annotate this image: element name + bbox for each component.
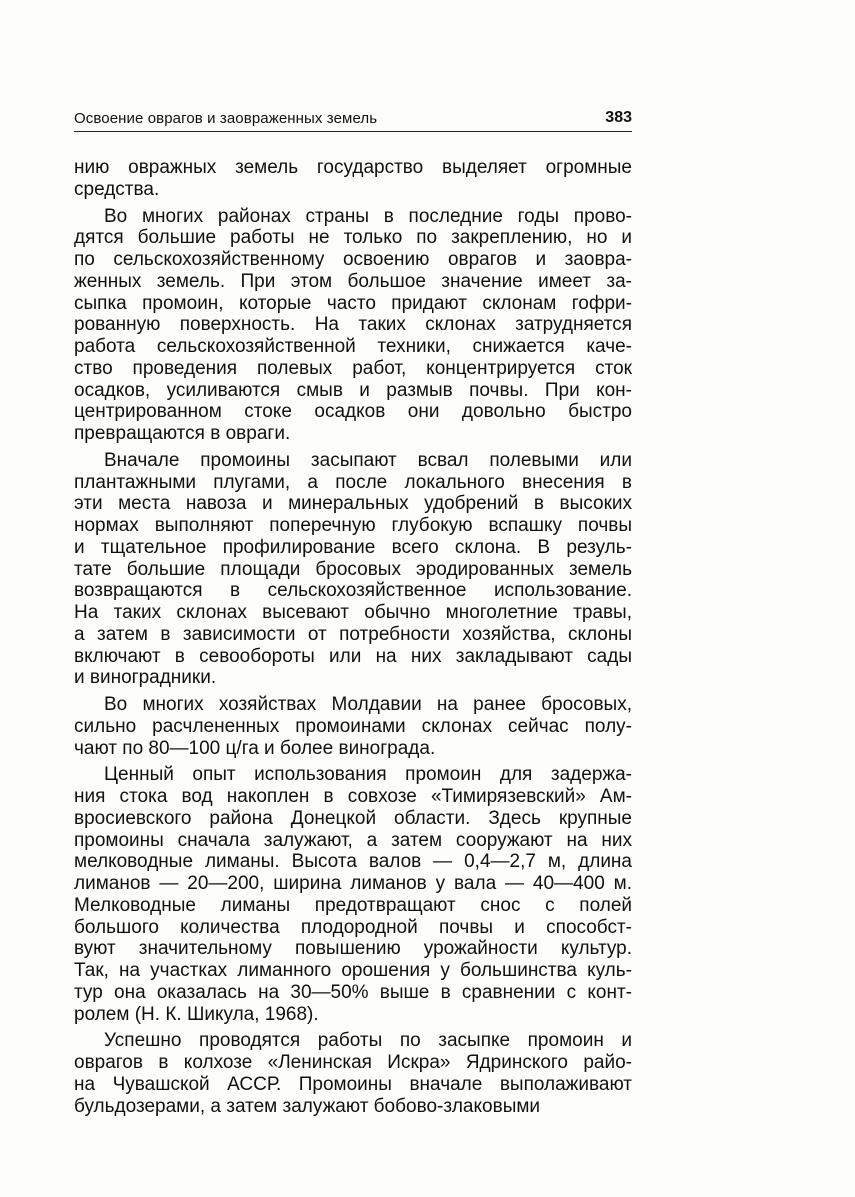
text-line: осадков, усиливаются смыв и размыв почвы. При кон-: [74, 379, 632, 401]
paragraph: [74, 764, 632, 1025]
text-line: по сельскохозяйственному освоению оврагов и заовра-: [74, 249, 632, 270]
text-line: чают по 80—100 ц/га и более винограда.: [74, 737, 436, 759]
text-line: Успешно проводятся работы по засыпке промоин и: [104, 1030, 632, 1052]
body-text: [74, 157, 632, 1117]
text-line: средства.: [74, 178, 160, 200]
text-line: ролем (Н. К. Шикула, 1968).: [74, 1003, 319, 1025]
text-line: на Чувашской АССР. Промоины вначале выполаживают: [74, 1073, 632, 1095]
text-line: ния стока вод накоплен в совхозе «Тимирязевский» Ам-: [74, 786, 632, 807]
paragraph: [74, 1030, 632, 1117]
text-line: эти места навоза и минеральных удобрений в высоких: [74, 493, 632, 515]
text-line: центрированном стоке осадков они довольно быстро: [74, 401, 632, 423]
text-line: женных земель. При этом большое значение имеет за-: [74, 270, 632, 292]
text-line: Во многих районах страны в последние годы прово-: [104, 205, 632, 227]
text-line: тате большие площади бросовых эродированных земель: [74, 558, 632, 580]
text-line: большого количества плодородной почвы и способст-: [74, 916, 632, 938]
page-number: 383: [605, 109, 632, 126]
text-line: включают в севообороты или на них закладывают сады: [74, 645, 632, 667]
text-line: ство проведения полевых работ, концентрируется сток: [74, 357, 632, 379]
text-line: Мелководные лиманы предотвращают снос с полей: [74, 894, 632, 916]
text-line: промоины сначала залужают, а затем сооружают на них: [74, 829, 632, 851]
paragraph: [74, 450, 632, 689]
text-line: возвращаются в сельскохозяйственное использование.: [74, 580, 632, 602]
text-line: лиманов — 20—200, ширина лиманов у вала — 40—400 м.: [74, 873, 632, 894]
text-line: сыпка промоин, которые часто придают склонам гофри-: [74, 292, 632, 314]
text-line: Во многих хозяйствах Молдавии на ранее бросовых,: [104, 694, 632, 715]
text-line: бульдозерами, а затем залужают бобово-злаковыми: [74, 1095, 541, 1117]
text-line: и тщательное профилирование всего склона. В резуль-: [74, 536, 632, 558]
paragraph: [74, 694, 632, 759]
paragraph: [74, 206, 632, 445]
text-line: дятся большие работы не только по закреплению, но и: [74, 227, 632, 249]
text-line: Так, на участках лиманного орошения у большинства куль-: [74, 960, 632, 981]
text-line: превращаются в овраги.: [74, 423, 291, 444]
paragraph: [74, 157, 632, 201]
text-line: На таких склонах высевают обычно многолетние травы,: [74, 602, 632, 623]
text-line: мелководные лиманы. Высота валов — 0,4—2,7 м, длина: [74, 851, 632, 873]
text-line: вросиевского района Донецкой области. Здесь крупные: [74, 807, 632, 829]
text-line: нию овражных земель государство выделяет огромные: [74, 157, 632, 178]
text-line: Вначале промоины засыпают всвал полевыми или: [104, 449, 632, 471]
text-line: Ценный опыт использования промоин для задержа-: [104, 764, 632, 786]
text-line: работа сельскохозяйственной техники, снижается каче-: [74, 336, 632, 357]
text-line: а затем в зависимости от потребности хозяйства, склоны: [74, 623, 632, 645]
header-rule: [74, 131, 632, 132]
text-line: оврагов в колхозе «Ленинская Искра» Ядринского райо-: [74, 1052, 632, 1073]
running-title: Освоение оврагов и заовраженных земель: [74, 110, 378, 127]
text-line: нормах выполняют поперечную глубокую вспашку почвы: [74, 515, 632, 536]
text-line: вуют значительному повышению урожайности культур.: [74, 938, 632, 960]
text-line: рованную поверхность. На таких склонах затрудняется: [74, 314, 632, 336]
text-line: и виноградники.: [74, 667, 217, 689]
running-header: [74, 103, 632, 127]
text-line: тур она оказалась на 30—50% выше в сравнении с конт-: [74, 981, 632, 1003]
text-line: сильно расчлененных промоинами склонах сейчас полу-: [74, 715, 632, 737]
text-line: плантажными плугами, а после локального внесения в: [74, 471, 632, 493]
